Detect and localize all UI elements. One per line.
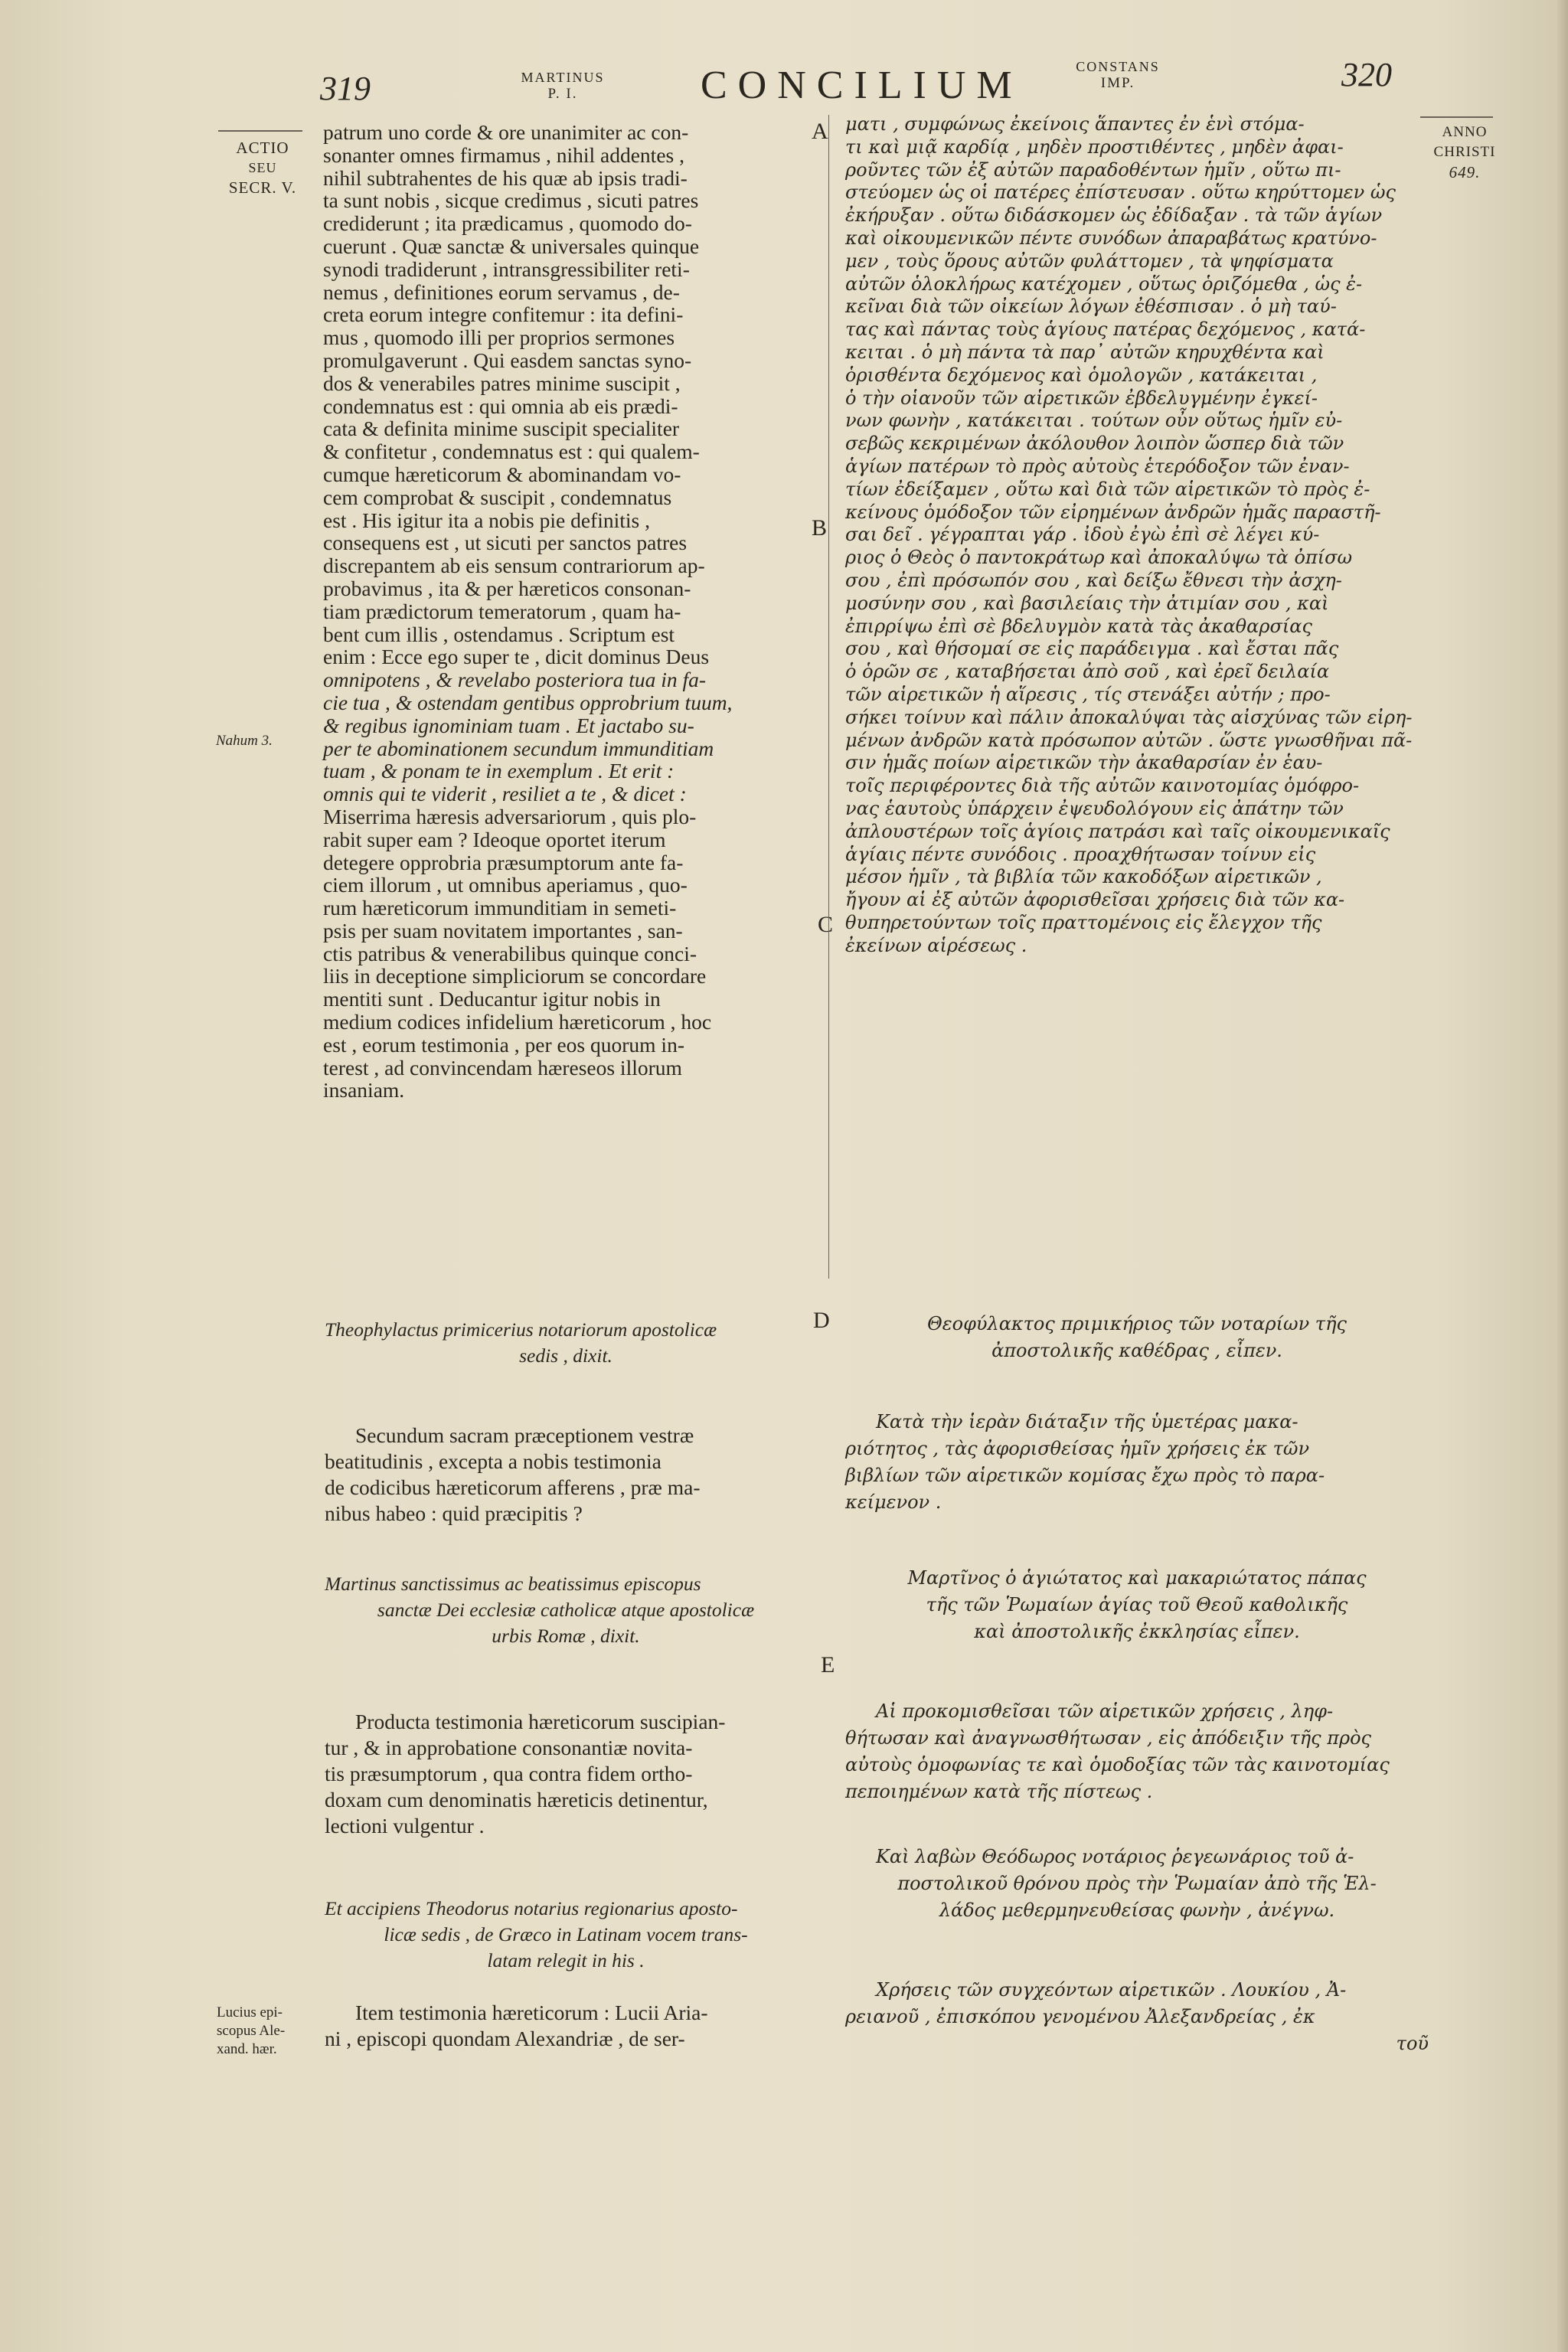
greek-text-line: τας καὶ πάντας τοὺς ἁγίους πατέρας δεχόμενος , κατά- — [845, 318, 1366, 341]
section-letter-c: C — [818, 912, 834, 937]
page-edge — [1557, 0, 1568, 2352]
greek-heading-theophylactus: Θεοφύλακτος πριμικήριος τῶν νοταρίων τῆς ἀποστολικῆς καθέδρας , εἶπεν. — [927, 1313, 1347, 1361]
greek-text-line: ἐκείνων αἱρέσεως . — [845, 934, 1027, 956]
section-letter-e: E — [821, 1652, 835, 1677]
latin-text-line: psis per suam novitatem importantes , san- — [323, 918, 683, 942]
greek-text-line: ματι , συμφώνως ἐκείνοις ἅπαντες ἐν ἑνὶ στόμα- — [845, 113, 1305, 135]
latin-text-line: medium codices infidelium hæreticorum , hoc — [323, 1010, 712, 1034]
greek-text-line: στεύομεν ὡς οἱ πατέρες ἐπίστευσαν . οὕτω κηρύττομεν ὡς — [845, 181, 1396, 204]
greek-text-line: νας ἑαυτοὺς ὑπάρχειν ἐψευδολόγουν εἰς ἀπάτην τῶν — [845, 797, 1344, 819]
greek-text-line: ἤγουν αἱ ἐξ αὐτῶν ἀφορισθεῖσαι χρήσεις διὰ τῶν κα- — [845, 889, 1345, 911]
latin-heading-theophylactus: Theophylactus primicerius notariorum apostolicæ sedis , dixit. — [325, 1318, 717, 1367]
greek-text-line: σου , ἐπὶ πρόσωπόν σου , καὶ δείξω ἔθνεσι τὴν ἀσχη- — [845, 569, 1342, 591]
greek-text-line: ἐκήρυξαν . οὕτω διδάσκομεν ὡς ἐδίδαξαν . τὰ τῶν ἁγίων — [845, 204, 1383, 227]
greek-text-line: κειται . ὁ μὴ πάντα τὰ παρ᾽ αὐτῶν κηρυχθέντα καὶ — [845, 341, 1325, 363]
margin-rule-right — [1420, 116, 1493, 118]
greek-text-line: σεβῶς κεκριμένων ἀκόλουθον λοιπὸν ὥσπερ διὰ τῶν — [845, 433, 1344, 455]
latin-text-line: probavimus , ita & per hæreticos consonan- — [323, 576, 691, 600]
greek-text-line: ριος ὁ Θεὸς ὁ παντοκράτωρ καὶ ἀποκαλύψω τὰ ὀπίσω — [845, 547, 1353, 569]
latin-text-line: omnis qui te viderit , resiliet a te , & dicet : — [323, 782, 687, 806]
margin-rule-left — [218, 130, 302, 132]
greek-text-line: σου , καὶ θήσομαί σε εἰς παράδειγμα . καὶ ἔσται πᾶς — [845, 638, 1339, 660]
greek-column-main — [845, 113, 1427, 957]
greek-text-line: θυπηρετούντων τοῖς πραττομένοις εἰς ἔλεγχον τῆς — [845, 911, 1322, 933]
greek-text-line: νων φωνὴν , κατάκειται . τούτων οὖν οὕτως ἡμῖν εὐ- — [845, 410, 1343, 432]
latin-text-line: patrum uno corde & ore unanimiter ac con- — [323, 120, 689, 144]
latin-text-line: consequens est , ut sicuti per sanctos patres — [323, 531, 688, 555]
section-letter-d: D — [813, 1308, 830, 1333]
latin-text-line: promulgaverunt . Qui easdem sanctas syno- — [323, 348, 692, 372]
greek-text-line: ὁ τὴν οἱανοῦν τῶν αἱρετικῶν ἐβδελυγμένην ἐγκεί- — [845, 387, 1318, 409]
latin-block-secundum: Secundum sacram præceptionem vestræ beatitudinis , excepta a nobis testimonia de codicibus hæreticorum afferens , præ ma- nibus habeo : quid præcipitis ? — [325, 1423, 701, 1525]
latin-text-line: discrepantem ab eis sensum contrariorum ap- — [323, 554, 705, 578]
latin-text-line: bent cum illis , ostendamus . Scriptum est — [323, 622, 675, 646]
latin-text-line: omnipotens , & revelabo posteriora tua in fa- — [323, 668, 707, 692]
greek-text-line: ἁγίαις πέντε συνόδοις . προαχθήτωσαν τοίνυν εἰς — [845, 843, 1316, 865]
latin-text-line: rum hæreticorum immunditiam in semeti- — [323, 896, 677, 920]
running-title: CONCILIUM — [701, 64, 1023, 107]
header-emperor: CONSTANS IMP. — [1076, 59, 1160, 91]
latin-heading-martinus: Martinus sanctissimus ac beatissimus episcopus sanctæ Dei ecclesiæ catholicæ atque apostolicæ urbis Romæ , dixit. — [325, 1573, 755, 1647]
latin-text-line: ctis patribus & venerabilibus quinque conci- — [323, 941, 697, 965]
greek-text-line: ὁ ὁρῶν σε , καταβήσεται ἀπὸ σοῦ , καὶ ἐρεῖ δειλαία — [845, 661, 1330, 683]
latin-text-line: mus , quomodo illi per proprios sermones — [323, 325, 675, 350]
latin-text-line: tuam , & ponam te in exemplum . Et erit : — [323, 759, 675, 783]
section-letter-a: A — [812, 119, 828, 144]
latin-text-line: terest , ad convincendam hæreseos illorum — [323, 1055, 682, 1080]
latin-heading-theodorus: Et accipiens Theodorus notarius regionarius aposto- licæ sedis , de Græco in Latinam vocem trans- latam relegit in his . — [325, 1897, 748, 1971]
greek-text-line: κείνους ὁμόδοξον τῶν εἰρημένων ἀνδρῶν ἡμᾶς παραστῆ- — [845, 501, 1381, 523]
greek-block-kata: Κατὰ τὴν ἱερὰν διάταξιν τῆς ὑμετέρας μακα- ριότητος , τὰς ἀφορισθείσας ἡμῖν χρήσεις ἐκ τῶν βιβλίων τῶν αἱρετικῶν κομίσας ἔχω πρὸς τὸ παρα- κείμενον . — [845, 1411, 1325, 1513]
greek-text-line: τῶν αἱρετικῶν ἡ αἵρεσις , τίς στενάξει αὐτήν ; προ- — [845, 683, 1331, 705]
latin-text-line: cata & definita minime suscipit specialiter — [323, 416, 680, 441]
greek-text-line: τοῖς περιφέροντες διὰ τῆς αὐτῶν καινοτομίας ὁμόφρο- — [845, 775, 1360, 797]
greek-heading-martinus: Μαρτῖνος ὁ ἁγιώτατος καὶ μακαριώτατος πάπας τῆς τῶν Ῥωμαίων ἁγίας τοῦ Θεοῦ καθολικῆς καὶ ἀποστολικῆς ἐκκλησίας εἶπεν. — [907, 1567, 1367, 1642]
greek-text-line: καὶ οἰκουμενικῶν πέντε συνόδων ἀπαραβάτως κρατύνο- — [845, 227, 1377, 249]
latin-text-line: nihil subtrahentes de his quæ ab ipsis tradi- — [323, 165, 688, 190]
latin-text-line: tiam prædictorum temeratorum , quam ha- — [323, 599, 681, 623]
header-pope: MARTINUS P. I. — [521, 70, 605, 102]
page-number-left: 319 — [320, 70, 371, 107]
greek-text-line: ἁγίων πατέρων τὸ πρὸς αὐτοὺς ἑτερόδοξον τῶν ἐναν- — [845, 455, 1350, 477]
greek-text-line: ροῦντες τῶν ἐξ αὐτῶν παραδοθέντων ἡμῖν , οὕτω πι- — [845, 158, 1341, 181]
latin-text-line: cumque hæreticorum & abominandam vo- — [323, 462, 681, 486]
greek-text-line: ἐπιρρίψω ἐπὶ σὲ βδελυγμὸν κατὰ τὰς ἀκαθαρσίας — [845, 615, 1312, 637]
latin-text-line: & confitetur , condemnatus est : qui qualem- — [323, 439, 700, 464]
latin-text-line: est , eorum testimonia , per eos quorum in- — [323, 1032, 684, 1057]
latin-text-line: cuerunt . Quæ sanctæ & universales quinque — [323, 234, 700, 258]
column-divider-top — [828, 115, 829, 1279]
greek-text-line: τίων ἐδείξαμεν , οὕτω καὶ διὰ τῶν αἱρετικῶν τὸ πρὸς ἐ- — [845, 478, 1370, 500]
greek-block-kai-labon: Καὶ λαβὼν Θεόδωρος νοτάριος ῥεγεωνάριος τοῦ ἀ- ποστολικοῦ θρόνου πρὸς τὴν Ῥωμαίαν ἀπὸ τῆς Ἑλ- λάδος μεθερμηνευθείσας φωνὴν , ἀνέγνω. — [876, 1846, 1377, 1921]
latin-text-line: ciem illorum , ut omnibus aperiamus , quo- — [323, 873, 688, 897]
margin-lucius: Lucius epi- scopus Ale- xand. hær. — [217, 2004, 286, 2057]
greek-text-line: σαι δεῖ . γέγραπται γάρ . ἰδοὺ ἐγὼ ἐπὶ σὲ λέγει κύ- — [845, 524, 1320, 546]
greek-text-line: αὐτῶν ὁλοκλήρως κατέχομεν , οὕτως ὁριζόμεθα , ὡς ἐ- — [845, 273, 1363, 295]
latin-text-line: cie tua , & ostendam gentibus opprobrium tuum, — [323, 690, 733, 714]
latin-text-line: dos & venerabiles patres minime suscipit , — [323, 371, 681, 395]
latin-block-item: Item testimonia hæreticorum : Lucii Aria- ni , episcopi quondam Alexandriæ , de ser- — [325, 2001, 708, 2050]
latin-text-line: ta sunt nobis , sicque credimus , sicuti patres — [323, 188, 699, 213]
latin-text-line: creta eorum integre confitemur : ita defini- — [323, 302, 684, 327]
greek-text-line: ὁρισθέντα δεχόμενος καὶ ὁμολογῶν , κατάκειται , — [845, 364, 1318, 386]
margin-actio: ACTIO SEU SECR. V. — [228, 139, 297, 197]
latin-text-line: mentiti sunt . Deducantur igitur nobis in — [323, 987, 661, 1011]
latin-text-line: synodi tradiderunt , intransgressibiliter reti- — [323, 256, 690, 281]
section-letter-b: B — [812, 515, 828, 541]
latin-text-line: liis in deceptione simpliciorum se concordare — [323, 964, 707, 988]
latin-text-line: detegere opprobria præsumptorum ante fa- — [323, 850, 684, 874]
latin-column-main — [323, 121, 807, 1102]
latin-text-line: crediderunt ; ita prædicamus , quomodo do- — [323, 211, 692, 236]
latin-text-line: nemus , definitiones eorum servamus , de- — [323, 279, 680, 304]
latin-text-line: condemnatus est : qui omnia ab eis prædi- — [323, 394, 678, 418]
latin-text-line: sonanter omnes firmamus , nihil addentes , — [323, 142, 684, 167]
latin-text-line: est . His igitur ita a nobis pie definitis , — [323, 508, 650, 532]
greek-text-line: σήκει τοίνυν καὶ πάλιν ἀποκαλύψαι τὰς αἰσχύνας τῶν εἰρη- — [845, 706, 1413, 728]
latin-text-line: insaniam. — [323, 1078, 405, 1102]
latin-text-line: rabit super eam ? Ideoque oportet iterum — [323, 827, 666, 851]
greek-text-line: κεῖναι διὰ τῶν οἰκείων λόγων ἐθέσπισαν . ὁ μὴ ταύ- — [845, 296, 1337, 318]
greek-text-line: μεν , τοὺς ὅρους αὐτῶν φυλάττομεν , τὰ ψηφίσματα — [845, 250, 1334, 272]
greek-text-line: σιν ἡμᾶς ποίων αἱρετικῶν τὴν ἀκαθαρσίαν ἐν ἑαυ- — [845, 752, 1323, 774]
greek-block-chreseis: Χρήσεις τῶν συγχεόντων αἱρετικῶν . Λουκίου , Ἀ- ρειανοῦ , ἐπισκόπου γενομένου Ἀλεξανδρείας , ἐκ τοῦ — [845, 1979, 1429, 2054]
greek-text-line: μοσύνην σου , καὶ βασιλείαις τὴν ἀτιμίαν σου , καὶ — [845, 592, 1329, 614]
latin-text-line: enim : Ecce ego super te , dicit dominus Deus — [323, 645, 710, 669]
latin-text-line: cem comprobat & suscipit , condemnatus — [323, 485, 672, 509]
greek-text-line: τι καὶ μιᾷ καρδίᾳ , μηδὲν προστιθέντες , μηδὲν ἀφαι- — [845, 136, 1344, 158]
greek-text-line: ἀπλουστέρων τοῖς ἁγίοις πατράσι καὶ ταῖς οἰκουμενικαῖς — [845, 820, 1390, 842]
latin-block-producta: Producta testimonia hæreticorum suscipian- tur , & in approbatione consonantiæ novita- tis præsumptorum , qua contra fidem ortho- doxam cum denominatis hæreticis detinentur, lectioni vulgentur . — [325, 1710, 726, 1838]
greek-block-ai: Αἱ προκομισθεῖσαι τῶν αἱρετικῶν χρήσεις , ληφ- θήτωσαν καὶ ἀναγνωσθήτωσαν , εἰς ἀπόδειξιν τῆς πρὸς αὐτοὺς ὁμοφωνίας τε καὶ ὁμοδοξίας τῶν τὰς καινοτομίας πεποιημένων κατὰ τῆς πίστεως . — [845, 1700, 1390, 1802]
latin-text-line: & regibus ignominiam tuam . Et jactabo su- — [323, 713, 694, 737]
latin-text-line: Miserrima hæresis adversariorum , quis plo- — [323, 804, 697, 828]
greek-text-line: μένων ἀνδρῶν κατὰ πρόσωπον αὐτῶν . ὥστε γνωσθῆναι πᾶ- — [845, 729, 1413, 751]
page-number-right: 320 — [1341, 56, 1392, 93]
margin-anno: ANNO CHRISTI 649. — [1433, 124, 1496, 181]
greek-text-line: μέσον ἡμῖν , τὰ βιβλία τῶν κακοδόξων αἱρετικῶν , — [845, 866, 1322, 888]
margin-nahum: Nahum 3. — [216, 733, 273, 749]
latin-text-line: per te abominationem secundum immunditiam — [323, 736, 714, 760]
